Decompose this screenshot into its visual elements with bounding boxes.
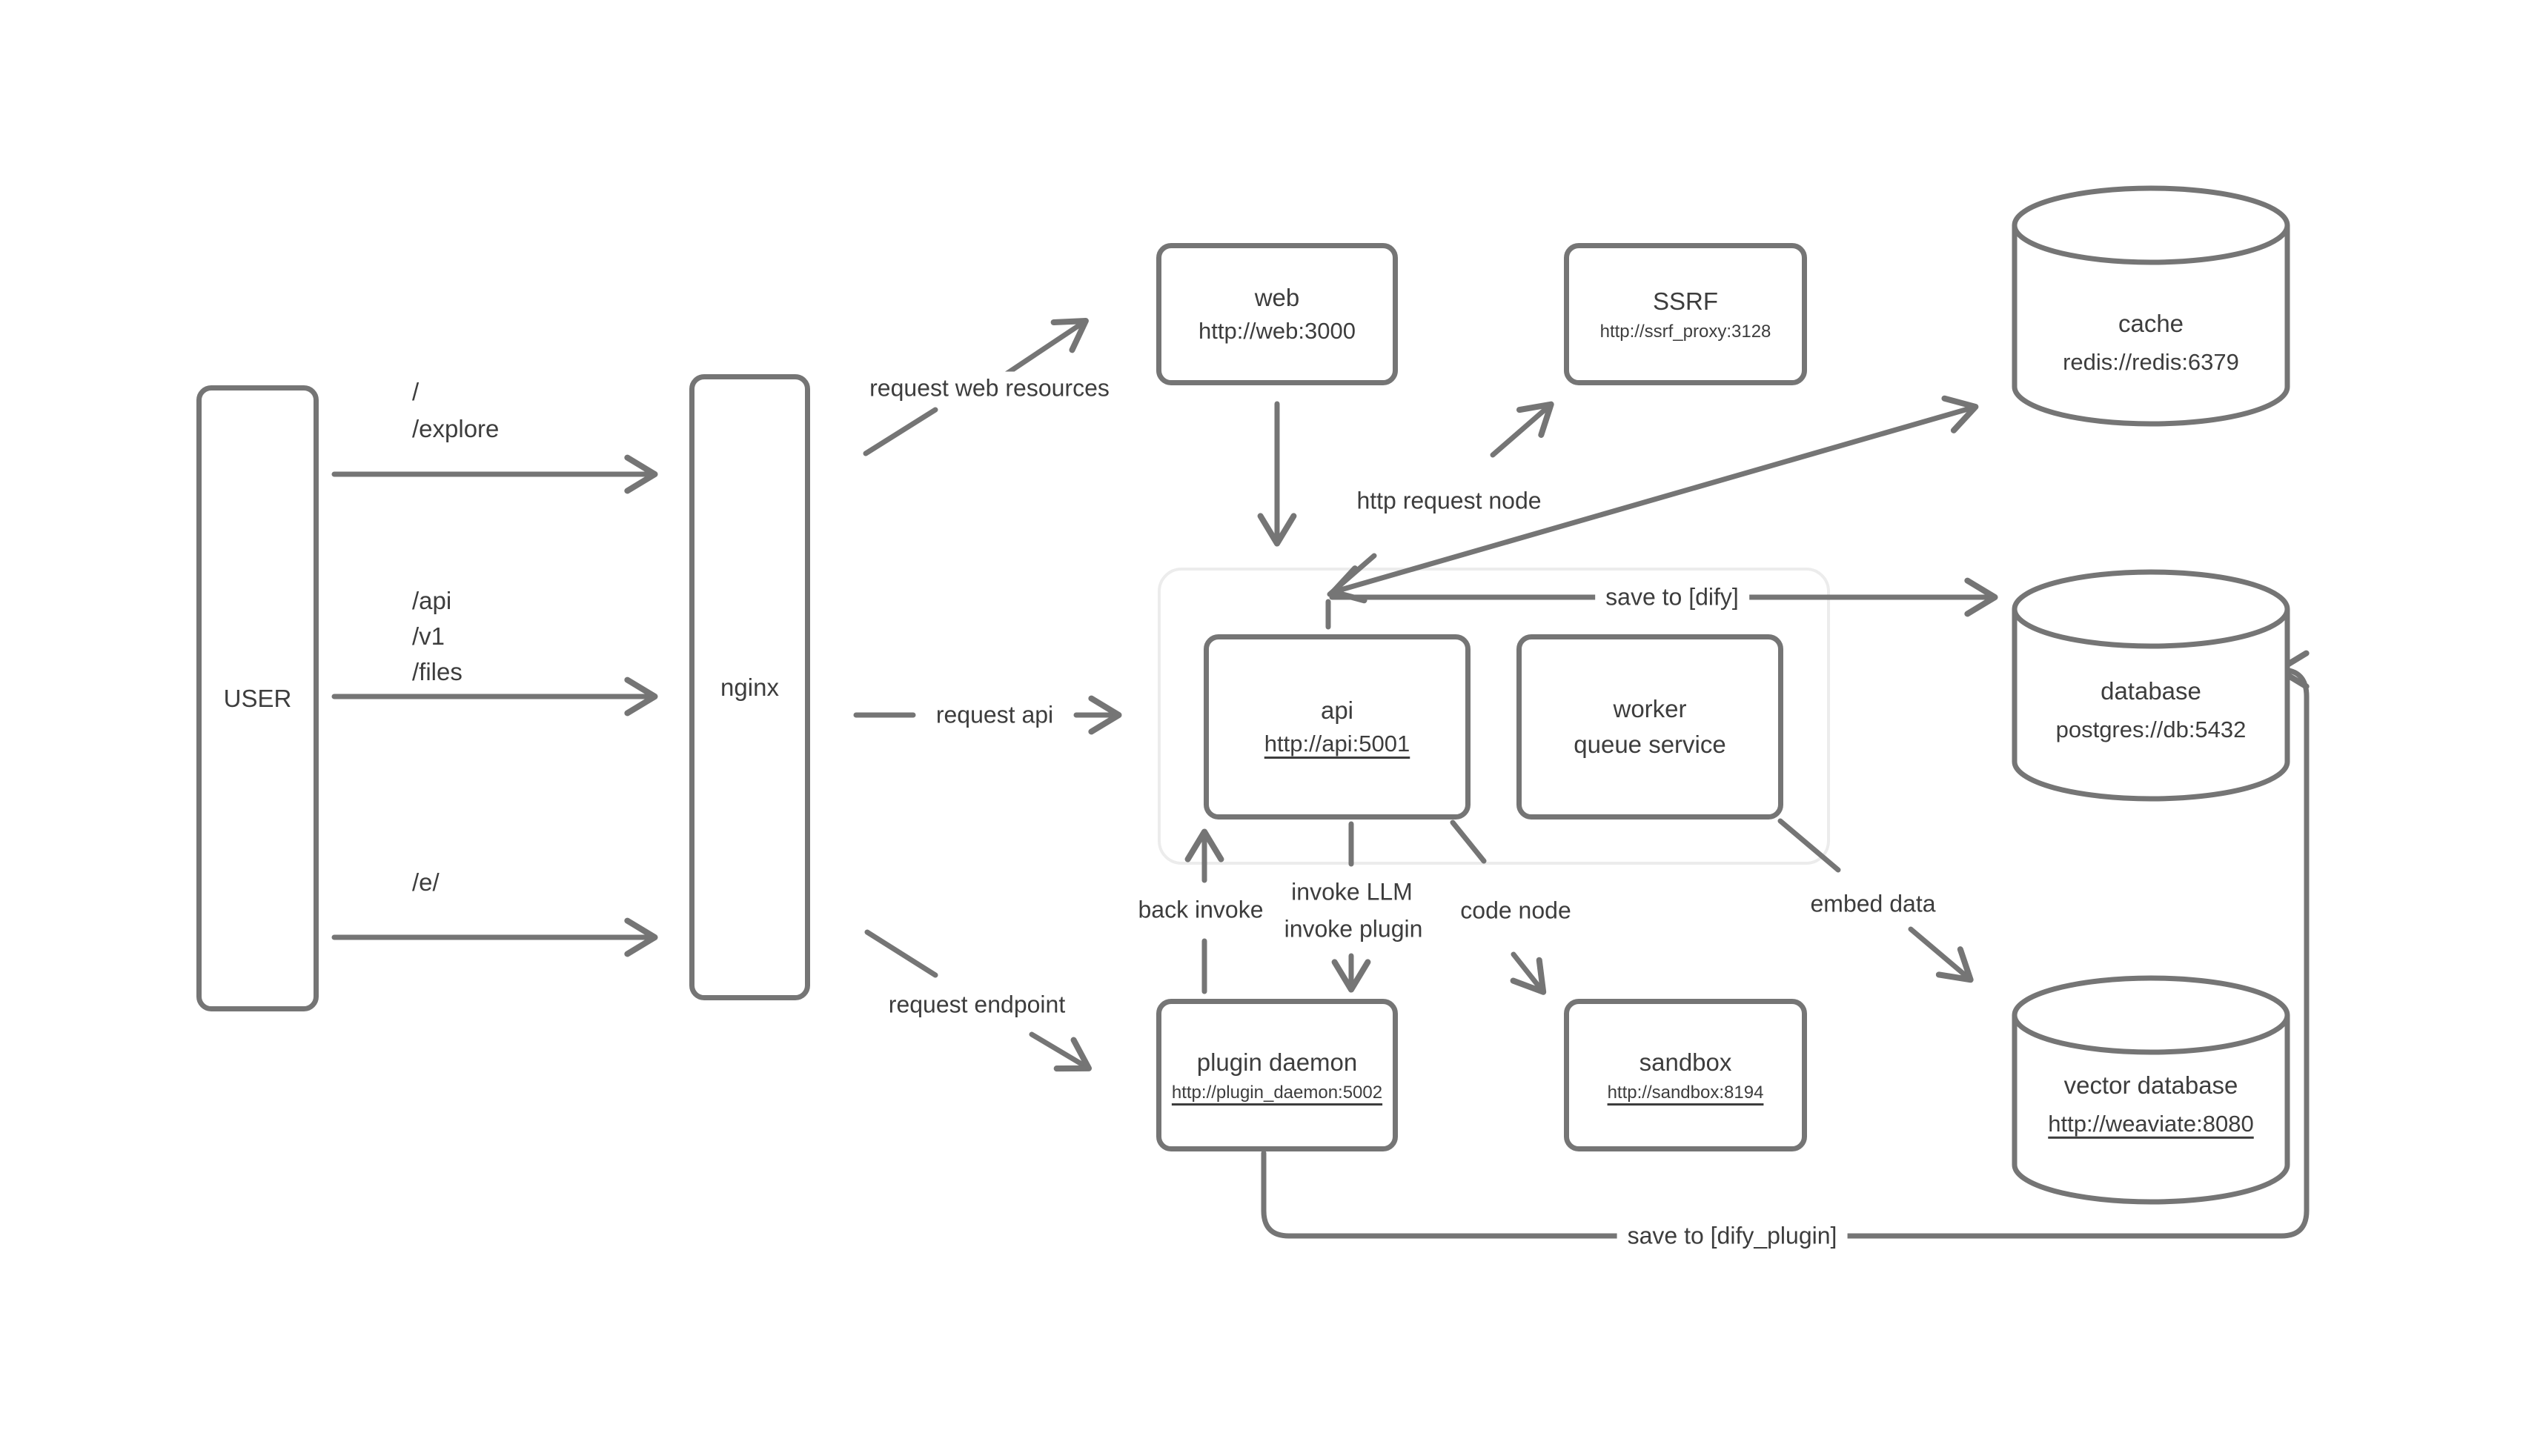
ssrf-label: SSRF (1652, 287, 1718, 315)
edge-label-request-web-resources: request web resources (859, 372, 1120, 405)
web-node (1156, 243, 1398, 385)
api-node (1204, 634, 1471, 820)
path-root: / (412, 378, 420, 405)
sandbox-url: http://sandbox:8194 (1607, 1082, 1764, 1103)
sandbox-node (1564, 999, 1807, 1151)
cache-label: cache (2118, 309, 2184, 337)
path-api: /api (412, 587, 452, 614)
nginx-label: nginx (720, 673, 779, 701)
edge-request-endpoint-a (867, 932, 935, 975)
user-node (196, 385, 319, 1011)
sandbox-label: sandbox (1639, 1048, 1732, 1076)
nginx-node (689, 374, 810, 1000)
edge-api-ssrf-b (1493, 406, 1549, 455)
ssrf-node (1564, 243, 1807, 385)
database-label: database (2101, 677, 2201, 705)
edge-label-save-to-dify-plugin: save to [dify_plugin] (1617, 1220, 1848, 1253)
vector-database-label: vector database (2063, 1071, 2238, 1099)
edge-code-node-b (1514, 954, 1542, 990)
plugin-daemon-node (1156, 999, 1398, 1151)
edge-label-invoke-llm: invoke LLM (1281, 876, 1423, 909)
database-url: postgres://db:5432 (2055, 716, 2247, 742)
vector-database-url: http://weaviate:8080 (2048, 1110, 2254, 1137)
path-files: /files (412, 658, 463, 685)
cache-url: redis://redis:6379 (2063, 348, 2239, 375)
path-explore: /explore (412, 415, 500, 442)
worker-node (1516, 634, 1783, 820)
api-label: api (1320, 696, 1354, 724)
edge-embed-data-b (1911, 929, 1969, 978)
database-text (2056, 672, 2247, 748)
path-v1: /v1 (412, 622, 445, 650)
vector-database-text (2048, 1066, 2253, 1142)
edge-label-request-endpoint: request endpoint (878, 988, 1075, 1022)
edge-label-embed-data: embed data (1800, 888, 1946, 921)
ssrf-url: http://ssrf_proxy:3128 (1599, 321, 1771, 342)
web-url: http://web:3000 (1198, 318, 1356, 345)
edge-label-invoke-plugin: invoke plugin (1274, 913, 1433, 946)
edge-label-save-to-dify: save to [dify] (1595, 581, 1749, 614)
plugin-daemon-url: http://plugin_daemon:5002 (1171, 1082, 1383, 1103)
user-label: USER (223, 684, 292, 712)
api-url: http://api:5001 (1264, 731, 1410, 757)
worker-sublabel: queue service (1574, 731, 1726, 758)
edge-label-request-api: request api (926, 699, 1064, 732)
cache-text (2063, 305, 2239, 380)
edge-request-endpoint-b (1032, 1034, 1087, 1067)
edge-label-http-request-node: http request node (1346, 485, 1551, 518)
worker-label: worker (1613, 695, 1687, 723)
edge-label-code-node: code node (1450, 894, 1581, 928)
edge-code-node-a (1453, 822, 1484, 861)
web-label: web (1254, 283, 1300, 311)
edge-label-back-invoke: back invoke (1128, 894, 1274, 927)
edge-embed-data-a (1780, 821, 1838, 870)
edge-nginx-web-a (866, 410, 935, 453)
path-e: /e/ (412, 868, 440, 896)
plugin-daemon-label: plugin daemon (1196, 1048, 1358, 1076)
